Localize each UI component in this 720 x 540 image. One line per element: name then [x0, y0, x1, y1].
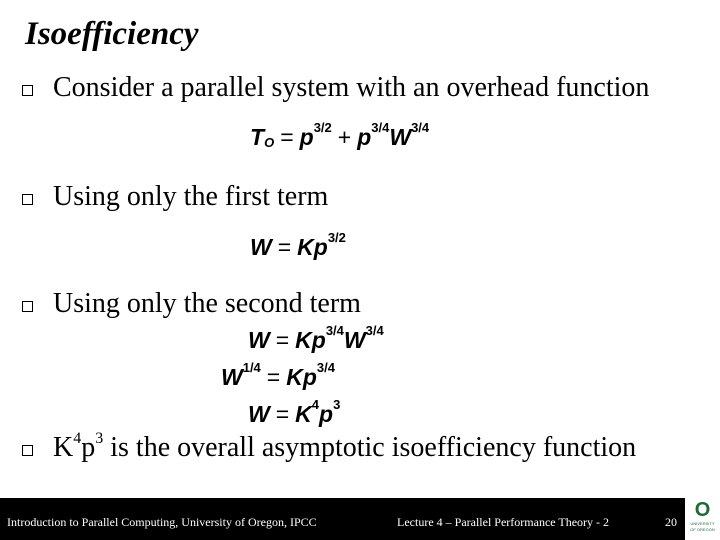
footer-course: Introduction to Parallel Computing, University of Oregon, IPCC [7, 515, 317, 529]
footer-lecture: Lecture 4 – Parallel Performance Theory - 2 [397, 515, 610, 529]
formula-second-term-a: $W = Kp^{3/4}W^{3/4}$ [248, 323, 384, 353]
footer-bar [0, 498, 685, 540]
formula-second-term-b: $W^{1/4} = Kp^{3/4}$ [221, 360, 335, 390]
bullet-square-icon [22, 445, 33, 456]
bullet-square-icon [22, 301, 33, 312]
bullet-text: Consider a parallel system with an overhead function [53, 72, 650, 103]
bullet-square-icon [22, 194, 33, 205]
formula-second-term-c: $W = K^4p^3$ [248, 397, 341, 427]
bullet-overall [22, 432, 636, 464]
bullet-text: Using only the second term [53, 288, 361, 319]
bullet-second-term [22, 288, 361, 320]
bullet-text: Using only the first term [53, 181, 329, 212]
bullet-first-term [22, 181, 328, 213]
slide-title: Isoefficiency [25, 16, 199, 52]
bullet-overhead [22, 72, 649, 104]
formula-overhead: $T_O = p^{3/2} + p^{3/4}W^{3/4}$ [250, 120, 430, 150]
formula-first-term: $W = Kp^{3/2}$ [250, 230, 346, 260]
bullet-text: $K^4p^3$ is the overall asymptotic isoefficiency function [53, 430, 637, 463]
page-number: 20 [665, 515, 677, 529]
bullet-square-icon [22, 85, 33, 96]
university-logo: O UNIVERSITY OF OREGON [685, 498, 720, 540]
